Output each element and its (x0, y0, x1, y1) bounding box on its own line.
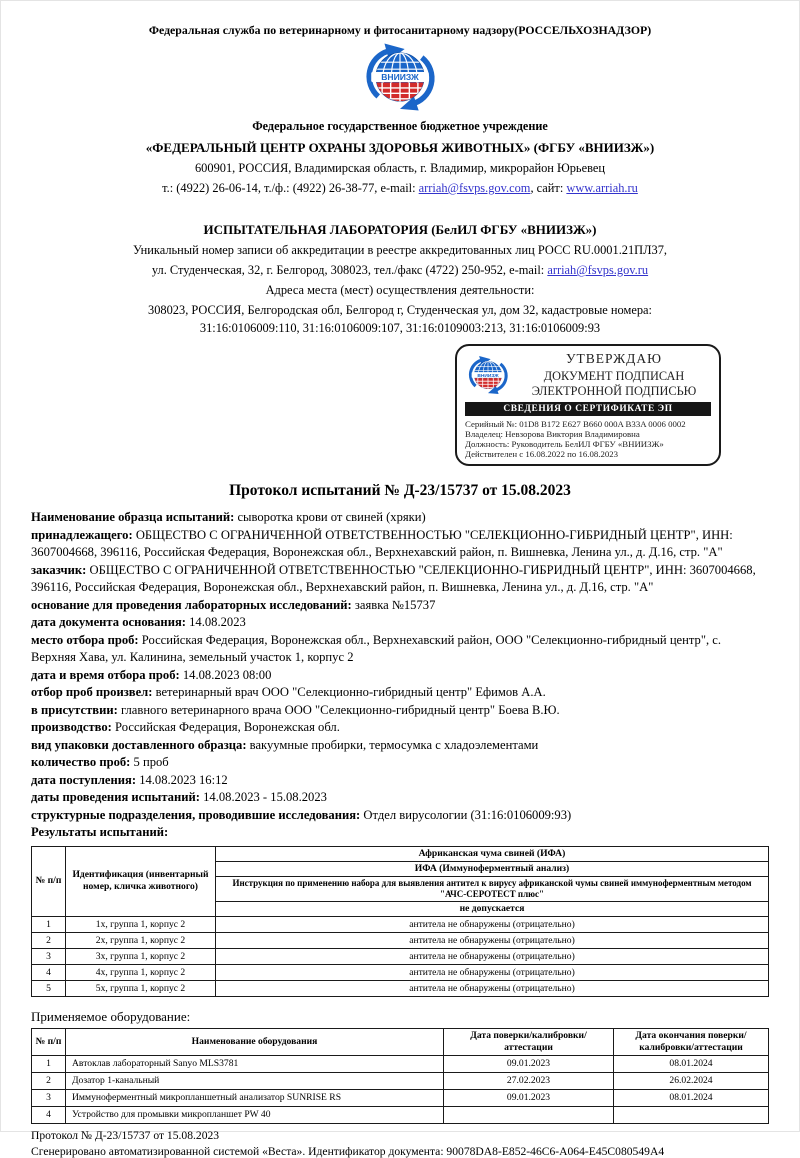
field-label: Результаты испытаний: (31, 825, 169, 840)
agency-title: Федеральная служба по ветеринарному и фитосанитарному надзору(РОССЕЛЬХОЗНАДЗОР) (148, 23, 652, 37)
footer-protocol-number: Протокол № Д-23/15737 от 15.08.2023 (31, 1128, 220, 1142)
field-row (31, 614, 769, 632)
equip-date-end-cell: 26.02.2024 (614, 1072, 769, 1089)
result-value-cell: антитела не обнаружены (отрицательно) (216, 917, 769, 933)
stamp-cert-bar: СВЕДЕНИЯ О СЕРТИФИКАТЕ ЭП (465, 402, 711, 416)
e-signature-stamp (455, 344, 721, 466)
equip-date-cell: 09.01.2023 (444, 1055, 614, 1072)
result-row (32, 933, 769, 949)
lab-address (31, 263, 769, 278)
field-value: ОБЩЕСТВО С ОГРАНИЧЕННОЙ ОТВЕТСТВЕННОСТЬЮ "СЕЛЕКЦИОННО-ГИБРИДНЫЙ ЦЕНТР", ИНН: 3607004668, 396116, Российская Федерация, Воронежская обл., Верхнехавский район, п. Вишневка, Ленина ул., д. Д.16, стр. "А" (31, 562, 756, 595)
result-row (32, 917, 769, 933)
field-value: ветеринарный врач ООО "Селекционно-гибридный центр" Ефимов А.А. (155, 685, 546, 700)
results-col-num-header: № п/п (32, 846, 66, 916)
result-id-cell: 5х, группа 1, корпус 2 (66, 981, 216, 997)
equip-num-cell: 4 (32, 1106, 66, 1123)
footer-generated-note: Сгенерировано автоматизированной системой «Веста». Идентификатор документа: 90078DA8-E852-46C6-A064-E45C080549A4 (31, 1144, 665, 1158)
result-value-cell: антитела не обнаружены (отрицательно) (216, 981, 769, 997)
result-id-cell: 2х, группа 1, корпус 2 (66, 933, 216, 949)
equip-num-cell: 3 (32, 1089, 66, 1106)
email-link[interactable]: arriah@fsvps.gov.com (418, 181, 531, 195)
result-id-cell: 3х, группа 1, корпус 2 (66, 949, 216, 965)
result-num-cell: 1 (32, 917, 66, 933)
field-value: 14.08.2023 16:12 (139, 772, 228, 787)
org-type: Федеральное государственное бюджетное учреждение (252, 119, 548, 133)
field-value: Российская Федерация, Воронежская обл. (115, 720, 340, 735)
stamp-owner: Владелец: Невзорова Виктория Владимировна (465, 429, 640, 440)
field-row (31, 509, 769, 527)
org-contacts (31, 181, 769, 196)
field-label: производство: (31, 720, 112, 735)
field-value: заявка №15737 (354, 597, 436, 612)
field-label: основание для проведения лабораторных исследований: (31, 597, 352, 612)
equipment-row (32, 1072, 769, 1089)
equip-date-cell (444, 1106, 614, 1123)
website-link[interactable]: www.arriah.ru (566, 181, 638, 195)
field-value: Российская Федерация, Воронежская обл., Верхнехавский район, ООО "Селекционно-гибридный центр", с. Верхняя Хава, ул. Калинина, земельный участок 1, корпус 2 (31, 632, 722, 665)
contacts-text: , сайт: (530, 181, 567, 195)
field-value: 5 проб (133, 755, 169, 770)
results-norm-header: не допускается (216, 902, 769, 917)
stamp-signed (517, 369, 711, 398)
field-row (31, 632, 769, 667)
stamp-approve: УТВЕРЖДАЮ (565, 351, 663, 366)
field-label: даты проведения испытаний: (31, 790, 200, 805)
equip-date-header: Дата поверки/калибровки/аттестации (444, 1029, 614, 1056)
equip-name-cell: Автоклав лабораторный Sanyo MLS3781 (66, 1055, 444, 1072)
field-row (31, 597, 769, 615)
equip-date-end-cell (614, 1106, 769, 1123)
field-row (31, 772, 769, 790)
result-num-cell: 3 (32, 949, 66, 965)
equipment-table (31, 1028, 769, 1124)
stamp-signed-line1: ДОКУМЕНТ ПОДПИСАН (543, 369, 685, 383)
activity-address: 308023, РОССИЯ, Белгородская обл, Белгород г, Студенческая ул, дом 32, кадастровые номера: (148, 303, 652, 317)
field-label: структурные подразделения, проводившие исследования: (31, 807, 361, 822)
result-id-cell: 4х, группа 1, корпус 2 (66, 965, 216, 981)
stamp-serial: Серийный №: 01D8 B172 E627 B660 000A B33A 0006 0002 (465, 419, 686, 429)
field-label: количество проб: (31, 755, 131, 770)
field-label: Наименование образца испытаний: (31, 510, 235, 525)
field-value: 14.08.2023 - 15.08.2023 (203, 790, 327, 805)
field-label: отбор проб произвел: (31, 685, 153, 700)
equip-name-header: Наименование оборудования (66, 1029, 444, 1056)
page-title: Протокол испытаний № Д-23/15737 от 15.08.2023 (229, 482, 571, 500)
field-row (31, 807, 769, 825)
field-label: заказчик: (31, 562, 87, 577)
field-row (31, 684, 769, 702)
result-id-cell: 1х, группа 1, корпус 2 (66, 917, 216, 933)
field-label: дата и время отбора проб: (31, 667, 180, 682)
result-num-cell: 4 (32, 965, 66, 981)
equip-date-cell: 27.02.2023 (444, 1072, 614, 1089)
result-value-cell: антитела не обнаружены (отрицательно) (216, 965, 769, 981)
vniizh-logo-icon (359, 42, 441, 112)
equip-date-end-header: Дата окончания поверки/калибровки/аттестации (614, 1029, 769, 1056)
result-row (32, 965, 769, 981)
equip-num-cell: 2 (32, 1072, 66, 1089)
field-value: сыворотка крови от свиней (хряки) (237, 510, 426, 525)
equip-num-header: № п/п (32, 1029, 66, 1056)
equipment-section-label: Применяемое оборудование: (31, 1009, 191, 1025)
results-table (31, 846, 769, 997)
result-num-cell: 2 (32, 933, 66, 949)
field-row (31, 754, 769, 772)
field-row (31, 562, 769, 597)
equip-date-cell: 09.01.2023 (444, 1089, 614, 1106)
field-row (31, 737, 769, 755)
stamp-validity: Действителен с 16.08.2022 по 16.08.2023 (465, 449, 619, 460)
field-label: вид упаковки доставленного образца: (31, 737, 247, 752)
results-instruction-header: Инструкция по применению набора для выявления антител к вирусу африканской чумы свиней иммуноферментным методом "АЧС-СЕРОТЕСТ плюс" (216, 876, 769, 902)
result-value-cell: антитела не обнаружены (отрицательно) (216, 933, 769, 949)
lab-email-link[interactable]: arriah@fsvps.gov.ru (547, 263, 649, 277)
equipment-row (32, 1055, 769, 1072)
equip-date-end-cell: 08.01.2024 (614, 1055, 769, 1072)
field-label: дата документа основания: (31, 615, 186, 630)
result-row (32, 981, 769, 997)
field-row (31, 667, 769, 685)
org-name: «ФЕДЕРАЛЬНЫЙ ЦЕНТР ОХРАНЫ ЗДОРОВЬЯ ЖИВОТНЫХ» (ФГБУ «ВНИИЗЖ») (145, 140, 655, 155)
field-row (31, 789, 769, 807)
lab-accreditation: Уникальный номер записи об аккредитации в реестре аккредитованных лиц РОСС RU.0001.21ПЛ37, (132, 243, 668, 257)
stamp-position: Должность: Руководитель БелИЛ ФГБУ «ВНИИЗЖ» (465, 439, 664, 450)
equip-num-cell: 1 (32, 1055, 66, 1072)
stamp-logo-icon (465, 355, 511, 395)
field-value: 14.08.2023 08:00 (182, 667, 272, 682)
equip-name-cell: Иммуноферментный микропланшетный анализатор SUNRISE RS (66, 1089, 444, 1106)
field-row (31, 527, 769, 562)
results-disease-header: Африканская чума свиней (ИФА) (216, 846, 769, 861)
result-value-cell: антитела не обнаружены (отрицательно) (216, 949, 769, 965)
field-value: 14.08.2023 (189, 615, 246, 630)
field-value: вакуумные пробирки, термосумка с хладоэлементами (249, 737, 539, 752)
cadastral-numbers: 31:16:0106009:110, 31:16:0106009:107, 31:16:0109003:213, 31:16:0106009:93 (199, 321, 601, 335)
field-value: Отдел вирусологии (31:16:0106009:93) (363, 807, 572, 822)
equip-name-cell: Устройство для промывки микропланшет PW 40 (66, 1106, 444, 1123)
field-row (31, 719, 769, 737)
equipment-row (32, 1106, 769, 1123)
lab-address-text: ул. Студенческая, 32, г. Белгород, 308023, тел./факс (4722) 250-952, e-mail: (151, 263, 548, 277)
field-value: главного ветеринарного врача ООО "Селекционно-гибридный центр" Боева В.Ю. (120, 702, 560, 717)
equip-date-end-cell: 08.01.2024 (614, 1089, 769, 1106)
field-label: в присутствии: (31, 702, 118, 717)
lab-title: ИСПЫТАТЕЛЬНАЯ ЛАБОРАТОРИЯ (БелИЛ ФГБУ «ВНИИЗЖ») (203, 222, 597, 237)
equip-name-cell: Дозатор 1-канальный (66, 1072, 444, 1089)
activity-title: Адреса места (мест) осуществления деятельности: (265, 283, 535, 297)
result-row (32, 949, 769, 965)
results-method-header: ИФА (Иммуноферментный анализ) (216, 861, 769, 876)
field-label: дата поступления: (31, 772, 137, 787)
contacts-text: т.: (4922) 26-06-14, т./ф.: (4922) 26-38-77, e-mail: (162, 181, 419, 195)
field-label: принадлежащего: (31, 527, 133, 542)
results-col-id-header: Идентификация (инвентарный номер, кличка животного) (66, 846, 216, 916)
field-label: место отбора проб: (31, 632, 139, 647)
result-num-cell: 5 (32, 981, 66, 997)
equipment-row (32, 1089, 769, 1106)
field-row (31, 702, 769, 720)
field-value: ОБЩЕСТВО С ОГРАНИЧЕННОЙ ОТВЕТСТВЕННОСТЬЮ "СЕЛЕКЦИОННО-ГИБРИДНЫЙ ЦЕНТР", ИНН: 3607004668, 396116, Российская Федерация, Воронежская обл., Верхнехавский район, п. Вишневка, Ленина ул., д. Д.16, стр. "А" (31, 527, 733, 560)
field-row (31, 824, 769, 842)
stamp-signed-line2: ЭЛЕКТРОННОЙ ПОДПИСЬЮ (531, 383, 697, 398)
org-address: 600901, РОССИЯ, Владимирская область, г. Владимир, микрорайон Юрьевец (194, 161, 605, 175)
